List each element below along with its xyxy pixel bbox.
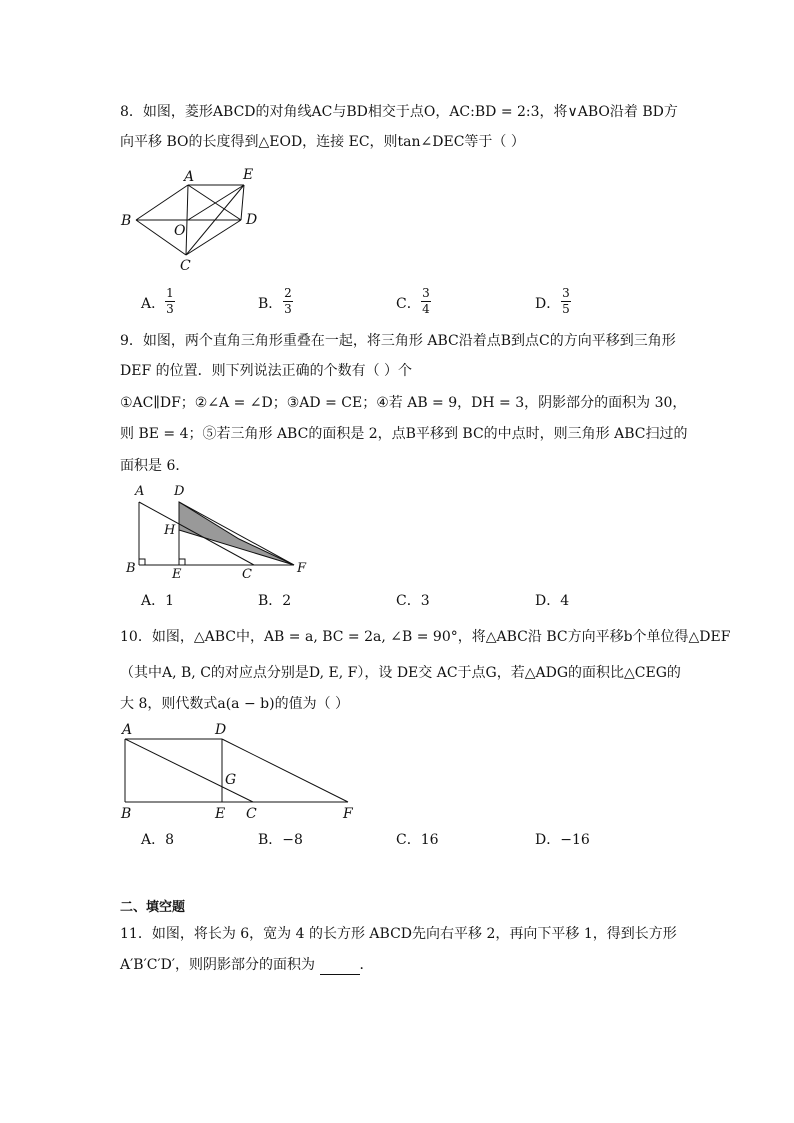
q9-option-d [535, 591, 569, 611]
q10-label-a: A [122, 722, 133, 738]
q8-option-d-num: 3 [562, 286, 570, 300]
q10-option-a-letter: A． [141, 832, 166, 848]
q10-option-a [141, 830, 174, 850]
q10-label-e: E [215, 806, 226, 822]
q9-label-b: B [126, 561, 136, 576]
q8-option-a-num: 1 [166, 286, 174, 300]
q8-option-c-den: 4 [422, 302, 430, 316]
q9-text-line2: DEF 的位置．则下列说法正确的个数有（ ）个 [120, 363, 413, 379]
q10-label-f: F [343, 806, 353, 822]
q11-text-line2-before: A′B′C′D′，则阴影部分的面积为 [120, 957, 316, 973]
q8-option-b-fraction [283, 287, 293, 316]
q9-text-line4: 则 BE = 4；⑤若三角形 ABC的面积是 2，点B平移到 BC的中点时，则三角形 ABC扫过的 [120, 426, 688, 442]
q10-label-d: D [215, 722, 227, 738]
q9-option-c [396, 591, 430, 611]
q8-edge-dc [186, 220, 241, 255]
q9-label-h: H [164, 523, 176, 538]
q8-label-d: D [246, 212, 258, 228]
q9-right-angle-b [139, 559, 145, 565]
q10-label-g: G [225, 772, 237, 788]
q9-option-d-letter: D． [535, 593, 561, 609]
q8-option-b-letter: B． [258, 296, 283, 312]
q10-label-c: C [246, 806, 257, 822]
q9-label-a: A [135, 484, 145, 499]
q8-label-e: E [243, 167, 254, 183]
q8-label-o: O [174, 223, 186, 239]
q8-option-b-num: 2 [284, 286, 292, 300]
q10-text-line3: 大 8，则代数式a(a − b)的值为（ ） [120, 696, 350, 712]
q8-text-line1: 8．如图，菱形ABCD的对角线AC与BD相交于点O，AC:BD = 2:3，将∨ABO沿着 BD方 [120, 104, 678, 120]
q9-figure [120, 480, 320, 580]
q8-option-d-den: 5 [562, 302, 570, 316]
q11-text-line2 [120, 955, 374, 975]
q10-option-c-text: 16 [420, 832, 439, 848]
q8-label-b: B [121, 213, 132, 229]
q8-text-line2: 向平移 BO的长度得到△EOD，连接 EC，则tan∠DEC等于（ ） [120, 134, 525, 150]
q8-label-c: C [180, 258, 191, 274]
q10-text-line1: 10．如图，△ABC中，AB = a, BC = 2a, ∠B = 90°，将△ABC沿 BC方向平移b个单位得△DEF [120, 629, 731, 645]
q9-label-d: D [174, 484, 185, 499]
q9-text-line3: ①AC∥DF；②∠A = ∠D；③AD = CE；④若 AB = 9，DH = 3，阴影部分的面积为 30， [120, 395, 687, 411]
q8-option-a-fraction [165, 287, 175, 316]
section-heading-fill-in: 二、填空题 [120, 900, 186, 915]
q10-text-line2: （其中A, B, C的对应点分别是D, E, F），设 DE交 AC于点G，若△ADG的面积比△CEG的 [120, 665, 681, 681]
q10-option-a-text: 8 [165, 832, 175, 848]
q9-right-angle-e [179, 559, 185, 565]
q10-option-c-letter: C． [396, 832, 421, 848]
q10-option-b-text: −8 [282, 832, 303, 848]
q11-answer-blank[interactable] [320, 960, 360, 975]
q10-option-d-letter: D． [535, 832, 561, 848]
q9-option-a [141, 591, 174, 611]
q10-figure [118, 720, 368, 825]
q8-option-c-letter: C． [396, 296, 421, 312]
q11-text-line2-after: ． [359, 957, 374, 973]
q10-option-d-text: −16 [560, 832, 590, 848]
q8-edge-ba [136, 185, 188, 220]
q8-option-a-den: 3 [166, 302, 174, 316]
q8-segment-ed [241, 185, 244, 220]
q8-option-c-fraction [421, 287, 431, 316]
q10-option-b-letter: B． [258, 832, 283, 848]
q8-option-b-den: 3 [284, 302, 292, 316]
q8-option-c-num: 3 [422, 286, 430, 300]
q9-option-b [258, 591, 291, 611]
q10-edge-df [222, 739, 348, 802]
q9-option-c-letter: C． [396, 593, 421, 609]
q9-label-f: F [297, 561, 307, 576]
q11-text-line1: 11．如图，将长为 6，宽为 4 的长方形 ABCD先向右平移 2，再向下平移 1，得到长方形 [120, 926, 677, 942]
q10-option-d [535, 830, 590, 850]
q9-label-c: C [242, 567, 252, 582]
q9-label-e: E [172, 567, 182, 582]
q9-option-a-text: 1 [165, 593, 175, 609]
q9-option-b-text: 2 [282, 593, 292, 609]
q10-label-b: B [121, 806, 132, 822]
q10-edge-ac [125, 739, 253, 802]
q8-label-a: A [184, 169, 195, 185]
q9-option-a-letter: A． [141, 593, 166, 609]
q8-option-a-letter: A． [141, 296, 166, 312]
q9-text-line5: 面积是 6． [120, 458, 190, 474]
q8-option-d-fraction [561, 287, 571, 316]
q9-option-b-letter: B． [258, 593, 283, 609]
q8-option-d-letter: D． [535, 296, 561, 312]
q9-text-line1: 9．如图，两个直角三角形重叠在一起，将三角形 ABC沿着点B到点C的方向平移到三角形 [120, 333, 676, 349]
q8-figure [115, 165, 275, 275]
q10-option-c [396, 830, 439, 850]
q9-option-c-text: 3 [420, 593, 430, 609]
q9-option-d-text: 4 [560, 593, 570, 609]
q10-option-b [258, 830, 303, 850]
